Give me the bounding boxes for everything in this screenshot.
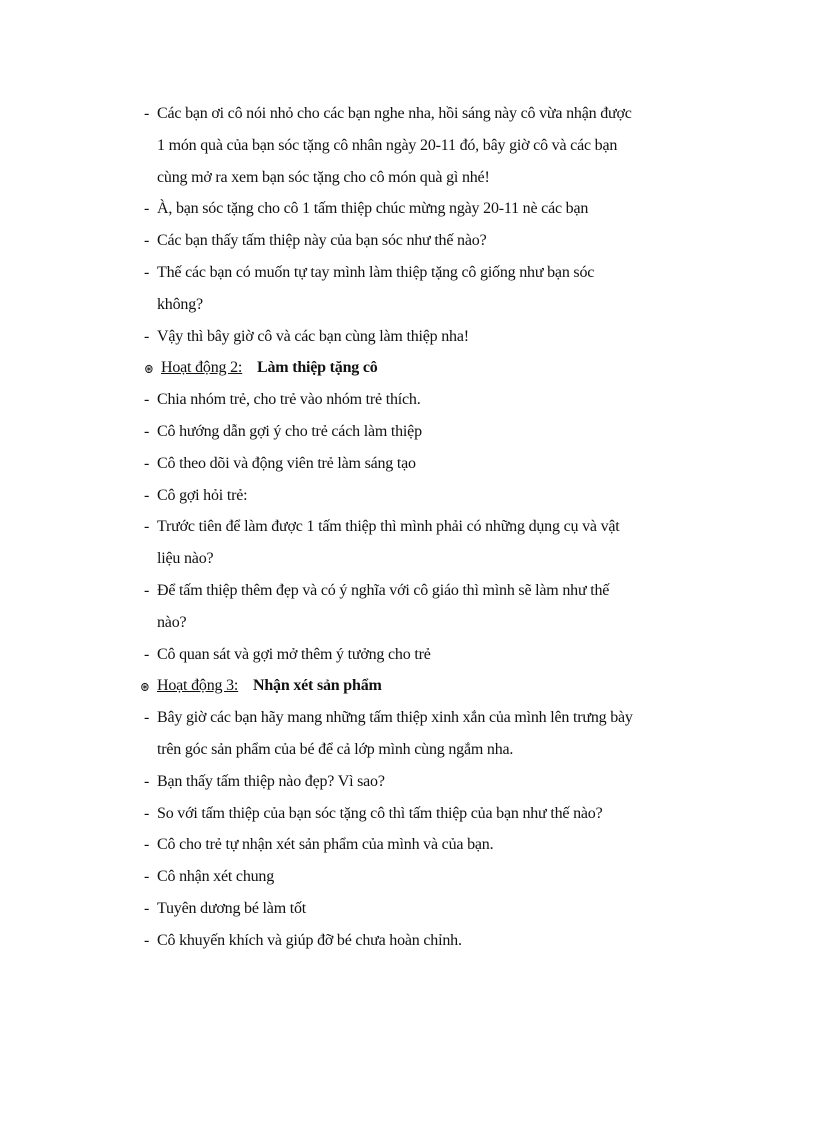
- section-heading-title-wrap: [257, 358, 378, 378]
- section-heading-label: Hoạt động 2:: [161, 359, 243, 376]
- list-item: [0, 327, 760, 347]
- bullet-dash: -: [144, 836, 150, 853]
- list-item-continuation: [0, 613, 760, 633]
- circled-asterisk-icon: ⊛: [144, 361, 154, 376]
- list-item: [0, 867, 760, 887]
- list-item-text: Bạn thấy tấm thiệp nào đẹp? Vì sao?: [157, 773, 385, 790]
- list-item-text: 1 món quà của bạn sóc tặng cô nhân ngày 20-11 đó, bây giờ cô và các bạn: [157, 137, 618, 154]
- list-item: [0, 517, 760, 537]
- bullet-dash: -: [144, 487, 150, 504]
- bullet-dash: -: [144, 900, 150, 917]
- list-item-text: Bây giờ các bạn hãy mang những tấm thiệp xinh xắn của mình lên trưng bày: [157, 709, 633, 726]
- section-heading-label: Hoạt động 3:: [157, 677, 239, 694]
- list-item-text: nào?: [157, 614, 187, 631]
- list-item-continuation: [0, 549, 760, 569]
- bullet-dash: -: [144, 423, 150, 440]
- list-item: [0, 104, 760, 124]
- list-item: [0, 931, 760, 951]
- circled-asterisk-icon: ⊛: [140, 679, 150, 694]
- list-item: [0, 804, 760, 824]
- list-item: [0, 231, 760, 251]
- list-item: [0, 899, 760, 919]
- list-item-text: không?: [157, 296, 203, 313]
- list-item: [0, 708, 760, 728]
- bullet-dash: -: [144, 105, 150, 122]
- list-item-text: Cô hướng dẫn gợi ý cho trẻ cách làm thiệp: [157, 423, 422, 440]
- list-item: [0, 422, 760, 442]
- list-item-text: Cô gợi hỏi trẻ:: [157, 487, 248, 504]
- list-item-continuation: [0, 136, 760, 156]
- list-item-text: Vậy thì bây giờ cô và các bạn cùng làm thiệp nha!: [157, 328, 469, 345]
- bullet-dash: -: [144, 328, 150, 345]
- bullet-dash: -: [144, 773, 150, 790]
- bullet-dash: -: [144, 518, 150, 535]
- list-item: [0, 772, 760, 792]
- bullet-dash: -: [144, 805, 150, 822]
- list-item-text: Các bạn ơi cô nói nhỏ cho các bạn nghe nha, hồi sáng này cô vừa nhận được: [157, 105, 632, 122]
- bullet-dash: -: [144, 232, 150, 249]
- list-item-continuation: [0, 740, 760, 760]
- section-heading: [0, 358, 760, 378]
- list-item: [0, 263, 760, 283]
- list-item-text: Cô khuyến khích và giúp đỡ bé chưa hoàn chỉnh.: [157, 932, 462, 949]
- section-heading-title: Nhận xét sản phẩm: [253, 677, 382, 694]
- list-item-text: Các bạn thấy tấm thiệp này của bạn sóc như thế nào?: [157, 232, 487, 249]
- list-item-text: Chia nhóm trẻ, cho trẻ vào nhóm trẻ thích.: [157, 391, 421, 408]
- list-item: [0, 486, 760, 506]
- list-item-text: trên góc sản phẩm của bé để cả lớp mình cùng ngắm nha.: [157, 741, 514, 758]
- section-heading-title-wrap: [253, 676, 382, 696]
- section-heading-title: Làm thiệp tặng cô: [257, 359, 378, 376]
- list-item-text: Để tấm thiệp thêm đẹp và có ý nghĩa với cô giáo thì mình sẽ làm như thế: [157, 582, 610, 599]
- list-item: [0, 645, 760, 665]
- list-item: [0, 199, 760, 219]
- list-item-continuation: [0, 168, 760, 188]
- bullet-dash: -: [144, 582, 150, 599]
- list-item-text: Cô nhận xét chung: [157, 868, 275, 885]
- bullet-dash: -: [144, 646, 150, 663]
- bullet-dash: -: [144, 391, 150, 408]
- list-item-text: liệu nào?: [157, 550, 214, 567]
- bullet-dash: -: [144, 264, 150, 281]
- list-item-text: Cô quan sát và gợi mở thêm ý tưởng cho trẻ: [157, 646, 431, 663]
- list-item-text: Cô theo dõi và động viên trẻ làm sáng tạo: [157, 455, 416, 472]
- section-heading: [0, 676, 760, 696]
- list-item-continuation: [0, 295, 760, 315]
- list-item-text: Trước tiên để làm được 1 tấm thiệp thì mình phải có những dụng cụ và vật: [157, 518, 620, 535]
- list-item-text: Cô cho trẻ tự nhận xét sản phẩm của mình và của bạn.: [157, 836, 494, 853]
- list-item-text: À, bạn sóc tặng cho cô 1 tấm thiệp chúc mừng ngày 20-11 nè các bạn: [157, 200, 589, 217]
- list-item: [0, 390, 760, 410]
- list-item-text: cùng mở ra xem bạn sóc tặng cho cô món quà gì nhé!: [157, 169, 490, 186]
- bullet-dash: -: [144, 455, 150, 472]
- bullet-dash: -: [144, 709, 150, 726]
- bullet-dash: -: [144, 868, 150, 885]
- list-item: [0, 581, 760, 601]
- list-item-text: So với tấm thiệp của bạn sóc tặng cô thì tấm thiệp của bạn như thế nào?: [157, 805, 603, 822]
- list-item-text: Thế các bạn có muốn tự tay mình làm thiệp tặng cô giống như bạn sóc: [157, 264, 595, 281]
- bullet-dash: -: [144, 932, 150, 949]
- list-item: [0, 454, 760, 474]
- bullet-dash: -: [144, 200, 150, 217]
- list-item: [0, 835, 760, 855]
- list-item-text: Tuyên dương bé làm tốt: [157, 900, 307, 917]
